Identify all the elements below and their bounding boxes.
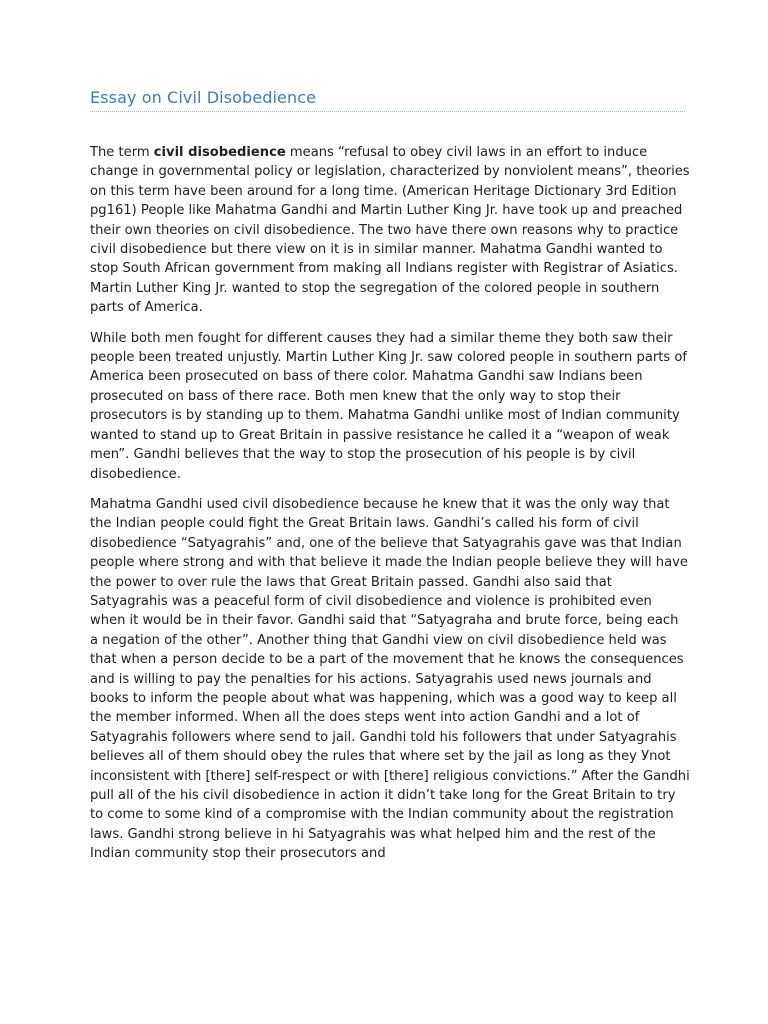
paragraph-1-intro: The term (90, 145, 154, 160)
paragraph-1 (90, 143, 690, 318)
paragraph-1-bold-term: civil disobedience (153, 145, 286, 160)
paragraph-3: Mahatma Gandhi used civil disobedience because he knew that it was the only way that the Indian people could fight the Great Britain laws. Gandhi’s called his form of civil disobedience “Satyagrahis” and, one of the believe that Satyagrahis gave was that Indian people where strong and with that believe it made the Indian people believe they will have the power to over rule the laws that Great Britain passed. Gandhi also said that Satyagrahis was a peaceful form of civil disobedience and violence is prohibited even when it would be in their favor. Gandhi said that “Satyagraha and brute force, being each a negation of the other”. Another thing that Gandhi view on civil disobedience held was that when a person decide to be a part of the movement that he knows the consequences and is willing to pay the penalties for his actions. Satyagrahis used news journals and books to inform the people about what was happening, which was a good way to keep all the member informed. When all the does steps went into action Gandhi and a lot of Satyagrahis followers where send to jail. Gandhi told his followers that under Satyagrahis believes all of them should obey the rules that where set by the jail as long as they Уnot inconsistent with [there] self-respect or with [there] religious convictions.” After the Gandhi pull all of the his civil disobedience in action it didn’t take long for the Great Britain to try to come to some kind of a compromise with the Indian community about the registration laws. Gandhi strong believe in hi Satyagrahis was what helped him and the rest of the Indian community stop their prosecutors and (90, 496, 690, 862)
paragraph-1-rest: means “refusal to obey civil laws in an effort to induce change in governmental policy or legislation, characterized by nonviolent means”, theories on this term have been around for a long time. (American Heritage Dictionary 3rd Edition pg161) People like Mahatma Gandhi and Martin Luther King Jr. have took up and preached their own theories on civil disobedience. The two have there own reasons why to practice civil disobedience but there view on it is in similar manner. Mahatma Gandhi wanted to stop South African government from making all Indians register with Registrar of Asiatics. Martin Luther King Jr. wanted to stop the segregation of the colored people in southern parts of America. (90, 145, 690, 316)
document-body (90, 143, 690, 875)
paragraph-2: While both men fought for different causes they had a similar theme they both saw their people been treated unjustly. Martin Luther King Jr. saw colored people in southern parts of America been prosecuted on bass of there color. Mahatma Gandhi saw Indians been prosecuted on bass of there race. Both men knew that the only way to stop their prosecutors is by standing up to them. Mahatma Gandhi unlike most of Indian community wanted to stand up to Great Britain in passive resistance he called it a “weapon of weak men”. Gandhi believes that the way to stop the prosecution of his people is by civil disobedience. (90, 330, 687, 482)
title-divider (90, 111, 685, 112)
document-title: Essay on Civil Disobedience (90, 88, 317, 107)
